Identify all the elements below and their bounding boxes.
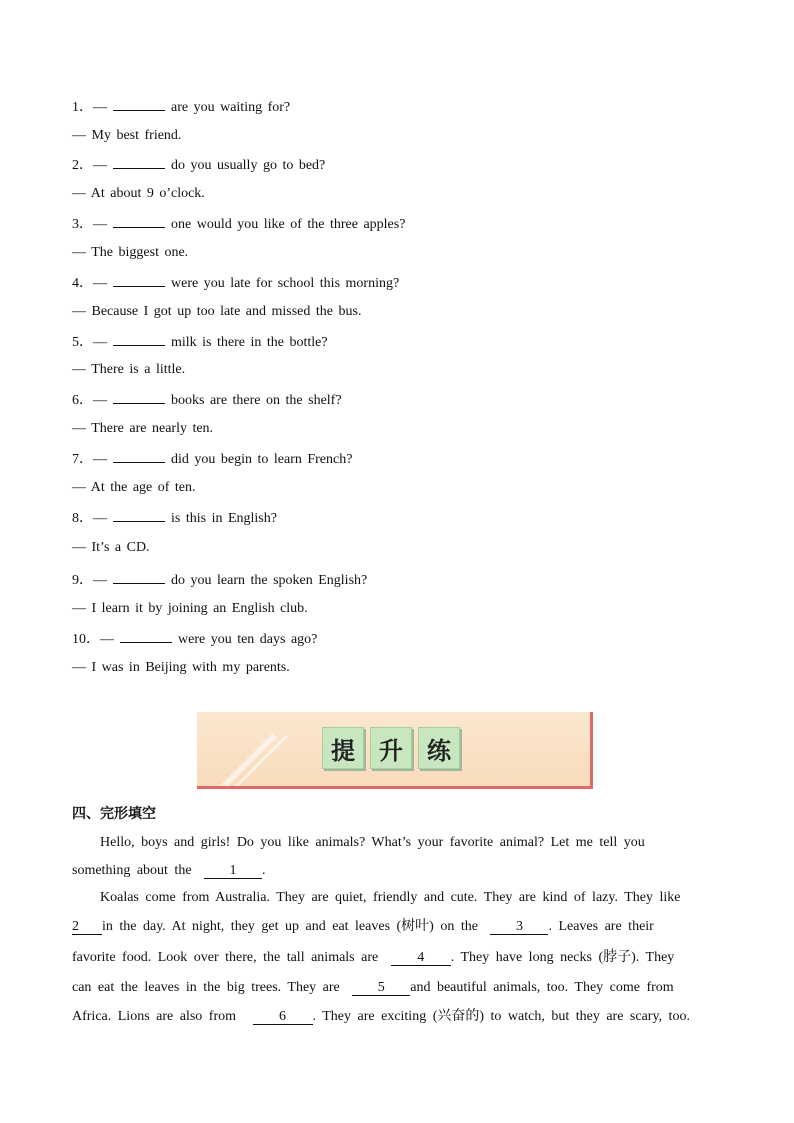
answer-blank (113, 214, 165, 228)
passage-text: can eat the leaves in the big trees. They are (72, 980, 340, 995)
question-number: 6．— (72, 393, 107, 408)
question-number: 2．— (72, 158, 107, 173)
answer-blank (113, 508, 165, 522)
question-number: 7．— (72, 452, 107, 467)
section-banner (197, 712, 593, 789)
passage-line (72, 862, 266, 880)
answer-blank (113, 332, 165, 346)
question-text: were you late for school this morning? (171, 276, 400, 291)
passage-text: something about the (72, 863, 192, 878)
answer-4: — Because I got up too late and missed the bus. (72, 304, 362, 319)
question-8 (72, 508, 277, 528)
answer-blank (113, 570, 165, 584)
passage-text: . They are exciting (兴奋的) to watch, but they are scary, too. (312, 1009, 690, 1024)
passage-text: . (262, 863, 266, 878)
question-text: are you waiting for? (171, 100, 291, 115)
passage-line (72, 1008, 690, 1026)
question-text: books are there on the shelf? (171, 393, 342, 408)
question-3 (72, 214, 405, 234)
question-number: 1．— (72, 100, 107, 115)
question-4 (72, 273, 399, 293)
answer-7: — At the age of ten. (72, 480, 196, 495)
section-heading: 四、完形填空 (72, 806, 156, 822)
question-text: do you usually go to bed? (171, 158, 326, 173)
question-9 (72, 570, 367, 590)
passage-text: in the day. At night, they get up and eat leaves (树叶) on the (102, 919, 478, 934)
question-text: did you begin to learn French? (171, 452, 353, 467)
question-number: 9．— (72, 573, 107, 588)
cloze-blank-4: 4 (391, 951, 451, 966)
question-10 (72, 629, 317, 649)
passage-text: favorite food. Look over there, the tall animals are (72, 950, 379, 965)
question-text: is this in English? (171, 511, 277, 526)
question-number: 10．— (72, 632, 114, 647)
question-number: 4．— (72, 276, 107, 291)
answer-blank (120, 629, 172, 643)
passage-text: . Leaves are their (548, 919, 654, 934)
answer-8: — It’s a CD. (72, 540, 150, 555)
question-number: 8．— (72, 511, 107, 526)
answer-9: — I learn it by joining an English club. (72, 601, 308, 616)
passage-line: Koalas come from Australia. They are quiet, friendly and cute. They are kind of lazy. They like (100, 890, 681, 905)
answer-blank (113, 155, 165, 169)
passage-text: and beautiful animals, too. They come from (410, 980, 674, 995)
question-7 (72, 449, 352, 469)
question-6 (72, 390, 342, 410)
passage-text: . They have long necks (脖子). They (450, 950, 675, 965)
banner-title (322, 727, 460, 769)
banner-char: 练 (418, 727, 460, 769)
passage-line (72, 979, 674, 997)
question-text: one would you like of the three apples? (171, 217, 406, 232)
passage-line (72, 918, 654, 936)
banner-char: 升 (370, 727, 412, 769)
question-text: were you ten days ago? (178, 632, 318, 647)
answer-blank (113, 449, 165, 463)
answer-blank (113, 97, 165, 111)
question-number: 5．— (72, 335, 107, 350)
passage-line (72, 949, 674, 967)
cloze-blank-2: 2 (72, 920, 102, 935)
answer-5: — There is a little. (72, 362, 186, 377)
passage-line: Hello, boys and girls! Do you like animals? What’s your favorite animal? Let me tell you (100, 835, 645, 850)
answer-blank (113, 273, 165, 287)
cloze-blank-6: 6 (253, 1010, 313, 1025)
answer-blank (113, 390, 165, 404)
question-5 (72, 332, 328, 352)
answer-2: — At about 9 o’clock. (72, 186, 205, 201)
cloze-blank-1: 1 (204, 864, 262, 879)
answer-6: — There are nearly ten. (72, 421, 214, 436)
cloze-blank-5: 5 (352, 981, 410, 996)
question-1 (72, 97, 290, 117)
question-number: 3．— (72, 217, 107, 232)
banner-stripe (197, 733, 277, 789)
answer-3: — The biggest one. (72, 245, 189, 260)
banner-char: 提 (322, 727, 364, 769)
cloze-blank-3: 3 (490, 920, 548, 935)
question-text: do you learn the spoken English? (171, 573, 368, 588)
passage-text: Africa. Lions are also from (72, 1009, 236, 1024)
answer-1: — My best friend. (72, 128, 182, 143)
answer-10: — I was in Beijing with my parents. (72, 660, 290, 675)
question-text: milk is there in the bottle? (171, 335, 328, 350)
question-2 (72, 155, 325, 175)
